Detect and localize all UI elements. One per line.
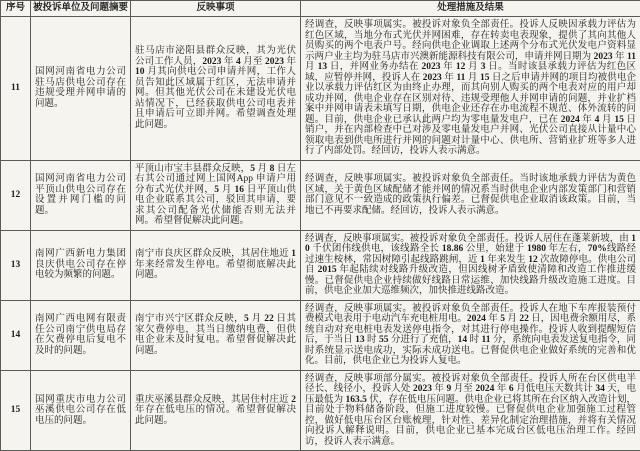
column-header-unit: 被投诉单位及问题摘要 [31,1,131,17]
cell-handling-result: 经调查，反映事项属实。被投诉对象负全部责任。投诉人在地下车库报装预付费模式电表用于电动汽车充电桩用电。2024 年 5 月 22 日，因电费余额用尽，系统自动对充电桩电表发送停电指令，对其进行停电操作。投诉人收到提醒短信后，于当日 13 时 55 分进行了充值，14 时 11 分，系统向电表发送复电指令，同时系统显示送电成功，实际未成功送电。已督促供电企业做好系统的完善和优化。目前，供电企业已为投诉人复电。 [301,300,640,370]
cell-handling-result: 经调查，反映事项属实。被投诉对象负全部责任。投诉人反映因承载力评估为红色区域，当地分布式光伏并网困难，存在转卖电表现象，提供了其向其他人员购买的两个电表户号。经向供电企业调取上述两个分布式光伏发电户资料显示两户业主均为驻马店市兴澳新能源科技有限公司，申请并网日期为 2023 年 11 月 13 日，并网业务办结在 2023 年 12 月 3 日。当时该县承载力评估为红色区域，应暂停并网，投诉人在 2023 年 11 月 15 日之后申请并网的项目均被供电企业以承载力评估红区为由终止办理，而其向别人购买的两个电表对应的用户却成功并网，供电企业存在区别对待、违规受理他人并网申请的问题，并业扩档案中并网申请表未填写日期，供电企业还存在办电流程不规范、体外流转的问题。目前，供电企业已承认此两户均为零电量发电户，已在 2024 年 4 月 15 日销户，并在内部检查中已对涉及零电量发电户并网、光伏公司直接从计量中心领取电表到供电所进行并网的问题对计量中心、供电所、营销业扩班等多人进行了内部处罚。经回访，投诉人表示满意。 [301,17,640,161]
cell-complained-unit: 国网河南省电力公司驻马店供电公司存在违规受理并网申请的问题。 [31,17,131,161]
cell-reported-matter: 南宁市兴宁区群众反映，5 月 22 日其家欠费停电，其当日缴纳电费，但供电企业未及时复电。希望督促解决此问题。 [131,300,301,370]
column-header-serial: 序号 [1,1,31,17]
cell-serial-number: 14 [1,300,31,370]
table-row [1,17,640,161]
cell-reported-matter: 驻马店市泌阳县群众反映，其为光伏公司工作人员，2023 年 4 月至 2023 年 10 月其向供电公司申请并网，工作人员告知此区域属于红区，无法申请并网。但其他光伏公司在未建设光伏电站情况下，已经获取供电公司电表并且申请后可立即并网。希望调查处理此问题。 [131,17,301,161]
header-row [1,1,640,17]
cell-handling-result: 经调查，反映事项属实。被投诉对象负全部责任。当时该地承载力评估为黄色区域，关于黄色区域配储才能并网的情况系当时供电企业内部发策部门和营销部门意见不一致造成的政策执行偏差。已督促供电企业取消该政策。目前，当地已不再要求配储。经回访，投诉人表示满意。 [301,160,640,230]
cell-complained-unit: 国网重庆市电力公司巫溪供电公司存在低电压的问题。 [31,370,131,451]
column-header-matter: 反映事项 [131,1,301,17]
table-row [1,230,640,300]
table-row [1,300,640,370]
cell-reported-matter: 平顶山市宝丰县群众反映，5 月 8 日左右其公司通过网上国网App 申请户用分布式光伏并网，5 月 16 日平顶山供电企业联系其公司，驳回其申请，要求其公司配备光伏储能否则无法并网。希望督促解决此问题。 [131,160,301,230]
cell-serial-number: 13 [1,230,31,300]
cell-reported-matter: 南宁市良庆区群众反映，其居住地近 1 年来经常发生停电。希望彻底解决此问题。 [131,230,301,300]
cell-serial-number: 11 [1,17,31,161]
cell-reported-matter: 重庆巫溪县群众反映，其居住村庄近 2 年存在低电压的情况。希望督促解决此问题。 [131,370,301,451]
cell-complained-unit: 南网广西新电力集团良庆供电公司存在停电较为频繁的问题。 [31,230,131,300]
cell-complained-unit: 南网广西电网有限责任公司南宁供电局存在欠费停电后复电不及时的问题。 [31,300,131,370]
table-row [1,160,640,230]
cell-serial-number: 12 [1,160,31,230]
column-header-result: 处理措施及结果 [301,1,640,17]
cell-complained-unit: 国网河南省电力公司平顶山供电公司存在设置并网门槛的问题。 [31,160,131,230]
cell-handling-result: 经调查，反映事项部分属实。被投诉对象负全部责任。投诉人所在台区供电半径长、线径小，投诉人处 2023 年 9 月至 2024 年 6 月低电压天数共计 34 天，电压最低为 163.5 伏，存在低电压问题。供电企业已将其所在台区纳入改造计划，目前处于物料储备阶段，但施工进度较慢。已督促供电企业加强施工过程管控，做好低电压台区台账梳理，针对性、差异化制定治理措施，并将有关情况向投诉人解释说明。目前，供电企业已基本完成台区低电压治理工作。经回访，投诉人表示满意。 [301,370,640,451]
table-row [1,370,640,451]
cell-handling-result: 经调查，反映事项属实。被投诉对象负全部责任。投诉人居住在蓬莱新坡，由 10 千伏团伟线供电，该线路全长 18.86 公里，始建于 1980 年左右，70%线路经过速生桉林，常因树障引起线路跳闸，近 1 年来发生 12 次故障停电。供电公司自 2015 年起陆续对线路升级改造，但因线树矛盾致使清障和改造工作推进缓慢。已督促供电企业持续做好线路日常运维、加快线路升级改造施工进度。目前，供电企业加大巡维频次，加快推进线路改造。 [301,230,640,300]
cell-serial-number: 15 [1,370,31,451]
